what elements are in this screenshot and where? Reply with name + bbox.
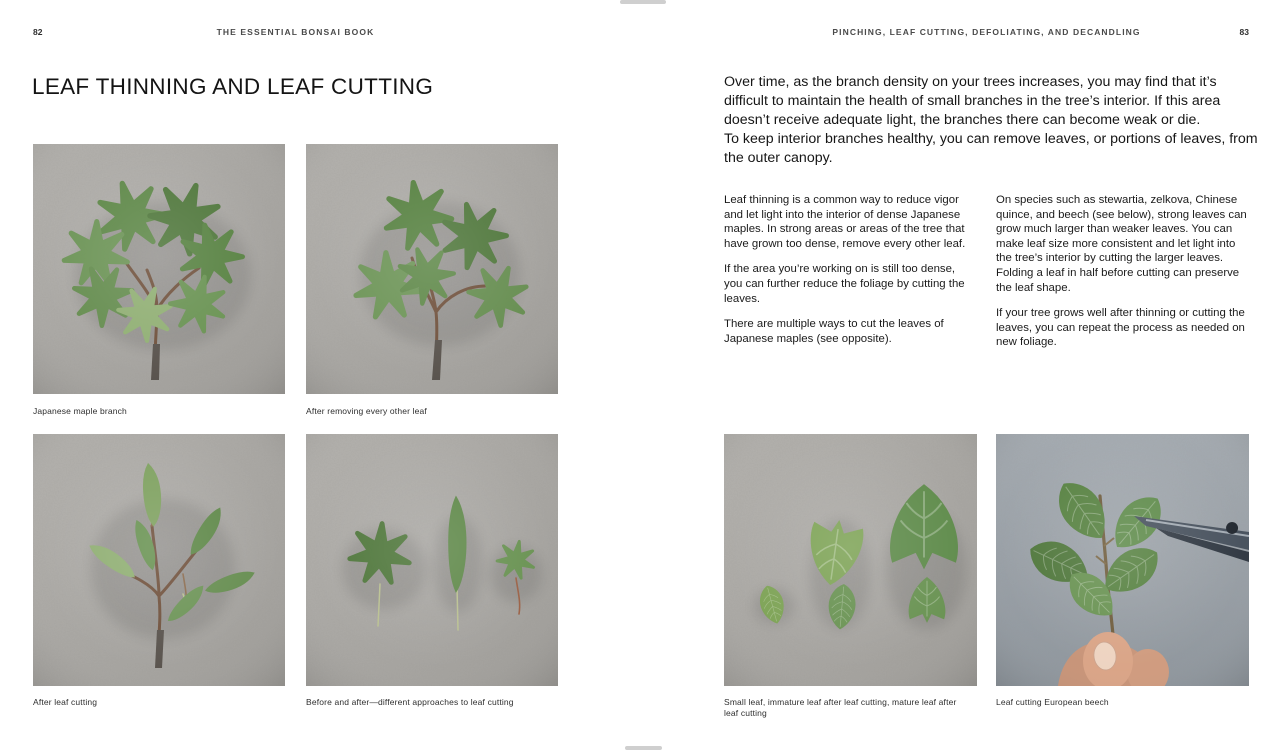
photo-leaf-cutting-approaches xyxy=(306,434,558,686)
body-paragraph: If your tree grows well after thinning or cutting the leaves, you can repeat the process as needed on new foliage. xyxy=(996,307,1245,349)
photo-after-removing-leaves xyxy=(306,144,558,394)
photo-beech-leaf-comparison xyxy=(724,434,977,686)
intro-paragraph: Over time, as the branch density on your trees increases, you may find that it’s difficult to maintain the health of small branches in the tree’s interior. If this area doesn’t receive adequate light, the branches there can become weak or die. xyxy=(724,74,1221,128)
photo-caption: Leaf cutting European beech xyxy=(996,697,1109,707)
photo-leaf-cutting-beech xyxy=(996,434,1249,686)
body-column-left xyxy=(724,193,969,357)
photo-japanese-maple-branch xyxy=(33,144,285,394)
body-paragraph: If the area you’re working on is still too dense, you can further reduce the foliage by cutting the leaves. xyxy=(724,263,965,305)
photo-caption: Before and after—different approaches to leaf cutting xyxy=(306,697,514,707)
right-page xyxy=(640,0,1280,750)
photo-after-leaf-cutting xyxy=(33,434,285,686)
intro-paragraph: To keep interior branches healthy, you can remove leaves, or portions of leaves, from the outer canopy. xyxy=(724,130,1258,166)
running-header-left: THE ESSENTIAL BONSAI BOOK xyxy=(216,27,375,37)
page-title: LEAF THINNING AND LEAF CUTTING xyxy=(32,74,434,99)
body-column-right xyxy=(996,193,1254,361)
page-peek-indicator-bottom[interactable] xyxy=(625,746,662,750)
page-number-left: 82 xyxy=(33,27,43,37)
photo-caption: Japanese maple branch xyxy=(33,406,127,416)
running-header-right: PINCHING, LEAF CUTTING, DEFOLIATING, AND DECANDLING xyxy=(832,27,1141,37)
body-paragraph: On species such as stewartia, zelkova, Chinese quince, and beech (see below), strong leaves can grow much larger than weaker leaves. You can make leaf size more consistent and let light into the tree’s interior by cutting the larger leaves. Folding a leaf in half before cutting can preserve the leaf shape. xyxy=(996,194,1247,294)
photo-caption: After leaf cutting xyxy=(33,697,98,707)
page-number-right: 83 xyxy=(1239,27,1249,37)
body-paragraph: There are multiple ways to cut the leaves of Japanese maples (see opposite). xyxy=(724,318,944,345)
body-paragraph: Leaf thinning is a common way to reduce vigor and let light into the interior of dense Japanese maples. In strong areas or areas of the tree that have grown too dense, remove every other leaf. xyxy=(724,194,966,250)
photo-caption: After removing every other leaf xyxy=(306,406,427,416)
photo-caption: Small leaf, immature leaf after leaf cutting, mature leaf after leaf cutting xyxy=(724,697,957,719)
page-peek-indicator-top[interactable] xyxy=(620,0,666,4)
intro-text xyxy=(724,73,1258,167)
